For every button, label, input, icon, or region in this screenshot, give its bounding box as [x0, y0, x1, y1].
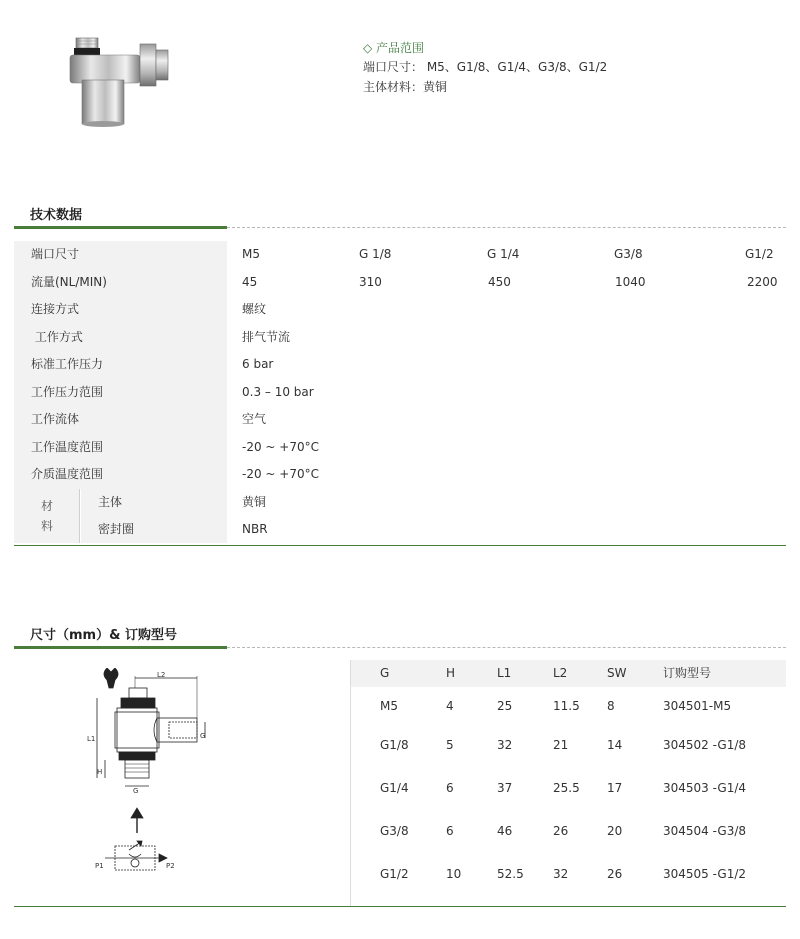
spec-label: 工作压力范围 [14, 379, 227, 407]
cell: 304502 -G1/8 [663, 738, 747, 752]
material-sub-label: 主体 [81, 489, 227, 516]
spec-value: 空气 [242, 412, 267, 426]
drawing-label-h: H [97, 768, 103, 776]
spec-value: 0.3 – 10 bar [242, 384, 314, 399]
cell: 11.5 [553, 699, 580, 713]
section-divider [227, 647, 786, 648]
spec-value: 45 [242, 274, 258, 289]
spec-value: G3/8 [614, 247, 643, 261]
section-divider [227, 227, 786, 228]
spec-label: 工作流体 [14, 406, 227, 434]
cell: 32 [553, 867, 569, 881]
table-header [350, 660, 786, 687]
cell: 6 [446, 781, 454, 795]
drawing-label-g-side: G [200, 732, 206, 740]
spec-value: 2200 [747, 274, 778, 289]
cell: G3/8 [380, 824, 409, 838]
spec-row [14, 324, 786, 352]
spec-value: -20 ~ +70°C [242, 439, 319, 454]
cell: 5 [446, 738, 454, 752]
spec-value: G 1/4 [487, 247, 520, 261]
spec-row [14, 434, 786, 462]
material-block [14, 489, 786, 543]
spec-row [14, 379, 786, 407]
spec-value: 310 [359, 274, 382, 289]
dimension-drawing [85, 668, 225, 888]
col-header: H [446, 666, 456, 680]
drawing-label-l1: L1 [87, 735, 96, 743]
cell: 25 [497, 699, 513, 713]
spec-table-bottom-rule [14, 545, 786, 546]
cell: 6 [446, 824, 454, 838]
spec-value: 螺纹 [242, 302, 267, 316]
spec-value: G 1/8 [359, 247, 392, 261]
section-underline [14, 226, 227, 229]
body-material-text: 主体材料：黄铜 [363, 80, 448, 94]
dims-title: 尺寸（mm）& 订购型号 [30, 628, 177, 643]
spec-row [14, 461, 786, 489]
material-label-bottom: 料 [41, 518, 54, 533]
cell: 25.5 [553, 781, 580, 795]
port-sizes-text: 端口尺寸： M5、G1/8、G1/4、G3/8、G1/2 [363, 60, 608, 74]
spec-value: 排气节流 [242, 329, 291, 344]
cell: 32 [497, 738, 513, 752]
drawing-label-g-bottom: G [133, 787, 139, 795]
cell: 14 [607, 738, 623, 752]
cell: 26 [607, 867, 623, 881]
spec-label: 工作温度范围 [14, 434, 227, 462]
spec-row [14, 351, 786, 379]
spec-label: 端口尺寸 [14, 241, 227, 269]
cell: 46 [497, 824, 513, 838]
spec-value: -20 ~ +70°C [242, 467, 319, 481]
cell: 21 [553, 738, 569, 752]
spec-value: M5 [242, 247, 260, 261]
col-header: L1 [497, 666, 512, 680]
tech-data-title: 技术数据 [30, 208, 83, 223]
col-header: L2 [553, 666, 568, 680]
drawing-label-p1: P1 [95, 862, 104, 870]
cell: 20 [607, 824, 623, 838]
spec-label: 介质温度范围 [14, 461, 227, 489]
material-sub-label: 密封圈 [81, 516, 227, 543]
spec-label: 连接方式 [14, 296, 227, 324]
material-group [14, 489, 80, 543]
drawing-label-p2: P2 [166, 862, 175, 870]
cell: G1/8 [380, 738, 409, 752]
spec-value: 6 bar [242, 357, 274, 371]
col-header: G [380, 666, 390, 680]
product-range-label: ◇ 产品范围 [363, 41, 425, 55]
spec-table [14, 241, 786, 543]
spec-label: 工作方式 [14, 324, 227, 352]
cell: G1/2 [380, 867, 409, 881]
spec-value: 450 [488, 274, 511, 289]
cell: M5 [380, 699, 398, 713]
spec-row [14, 241, 786, 269]
col-header: 订购型号 [663, 666, 712, 680]
cell: 52.5 [497, 867, 524, 881]
spec-row [14, 406, 786, 434]
spec-value: G1/2 [745, 247, 774, 261]
cell: 10 [446, 867, 462, 881]
cell: 304504 -G3/8 [663, 824, 747, 838]
material-value: 黄铜 [242, 494, 267, 509]
drawing-label-l2: L2 [157, 671, 166, 679]
col-header: SW [607, 666, 627, 680]
section-underline [14, 646, 227, 649]
product-photo [62, 30, 180, 130]
cell: 37 [497, 781, 513, 795]
cell: 4 [446, 699, 454, 713]
cell: 8 [607, 699, 615, 713]
spec-row [14, 269, 786, 297]
cell: 26 [553, 824, 569, 838]
table-left-border [350, 660, 351, 906]
cell: 304503 -G1/4 [663, 781, 747, 795]
dimensions-table [350, 660, 786, 906]
material-value: NBR [242, 521, 268, 536]
cell: 17 [607, 781, 623, 795]
cell: G1/4 [380, 781, 409, 795]
spec-label: 标准工作压力 [14, 351, 227, 379]
spec-label: 流量(NL/MIN) [14, 269, 227, 297]
dims-bottom-rule [14, 906, 786, 907]
spec-value: 1040 [615, 274, 646, 289]
cell: 304501-M5 [663, 699, 732, 713]
spec-row [14, 296, 786, 324]
material-label-top: 材 [41, 498, 54, 513]
cell: 304505 -G1/2 [663, 867, 747, 881]
